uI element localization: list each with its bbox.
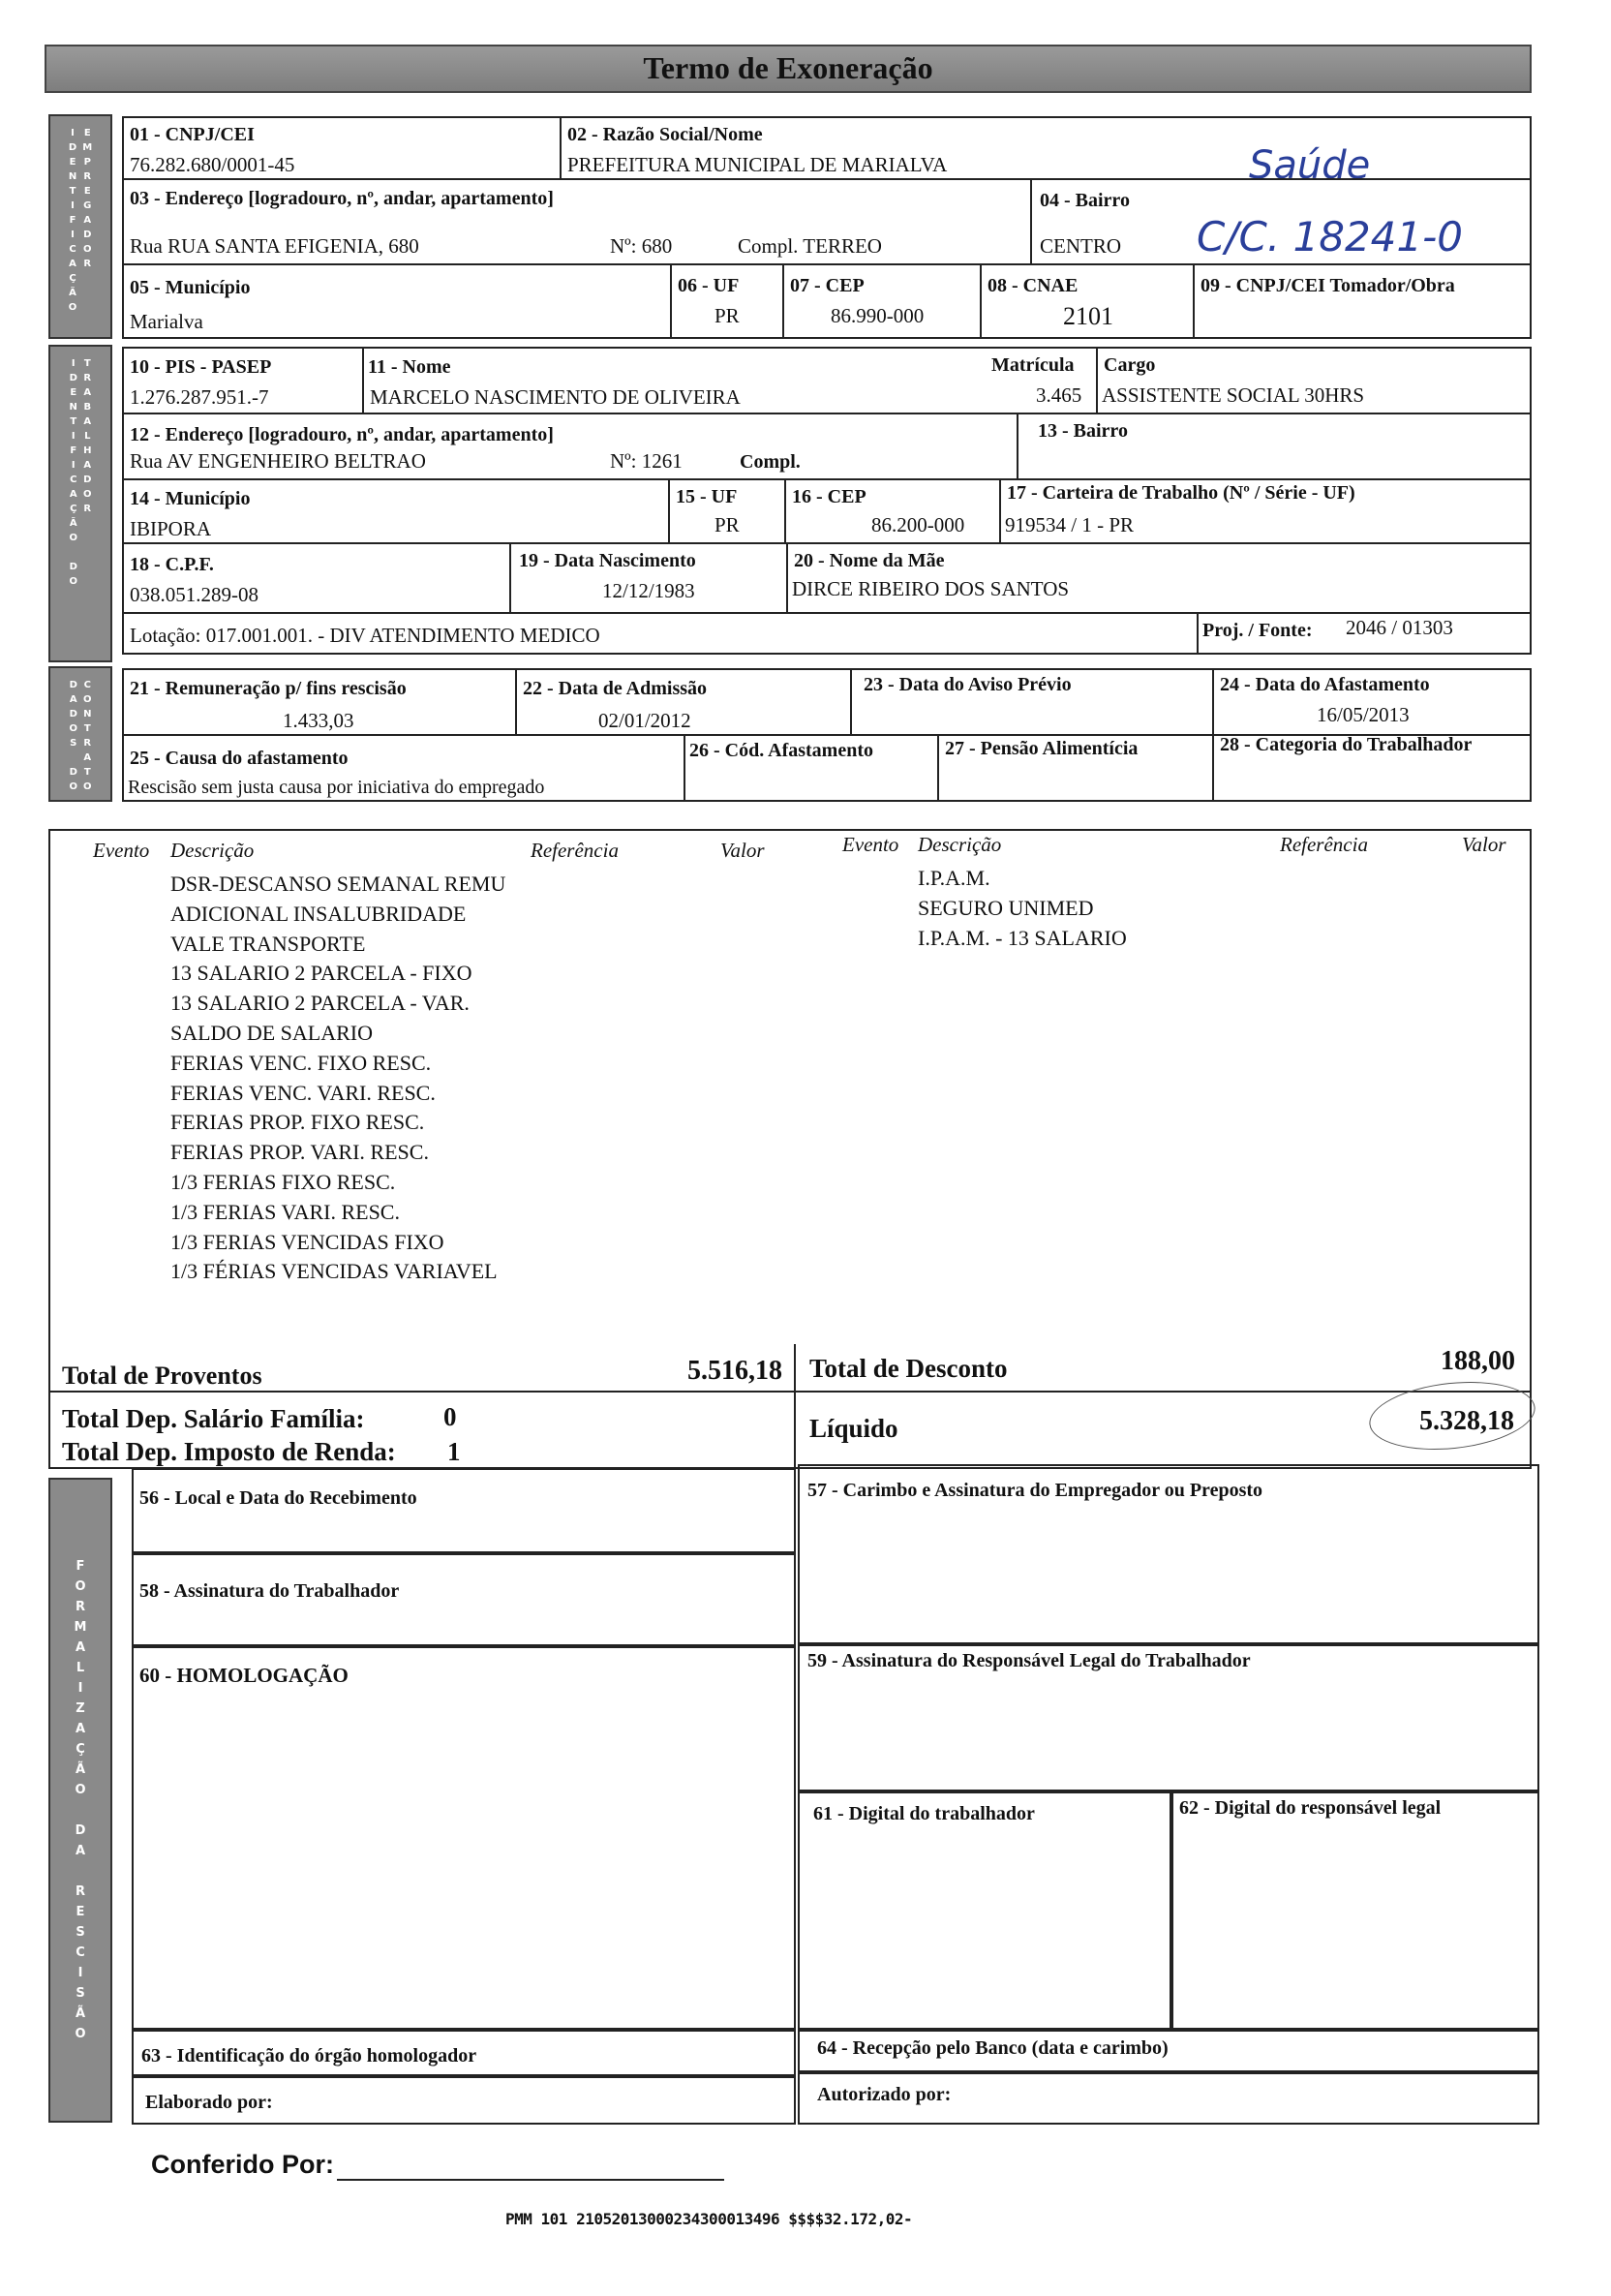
worker-endereco-compl: Compl. <box>740 451 801 473</box>
total-proventos-value: 5.516,18 <box>687 1356 782 1386</box>
total-desconto-label: Total de Desconto <box>809 1354 1008 1383</box>
vertical-label: T R A B A L H A D O R <box>83 358 92 514</box>
total-familia-label: Total Dep. Salário Família: <box>62 1404 365 1433</box>
remuneracao-label: 21 - Remuneração p/ fins rescisão <box>130 678 407 699</box>
worker-endereco-numero: Nº: 1261 <box>610 449 683 473</box>
evento-descricao: FERIAS PROP. FIXO RESC. <box>170 1110 425 1135</box>
evento-descricao: 1/3 FERIAS VENCIDAS FIXO <box>170 1229 444 1254</box>
endereco-value: Rua RUA SANTA EFIGENIA, 680 <box>130 234 419 258</box>
evento-descricao: ADICIONAL INSALUBRIDADE <box>170 901 467 926</box>
total-proventos-label: Total de Proventos <box>62 1362 262 1390</box>
liquido-label: Líquido <box>809 1414 898 1443</box>
homologacao-box <box>132 1646 796 2030</box>
trabalhador-assinatura-label: 58 - Assinatura do Trabalhador <box>139 1580 400 1602</box>
title-bar <box>45 45 1532 93</box>
worker-endereco-label: 12 - Endereço [logradouro, nº, andar, apartamento] <box>130 424 554 445</box>
vertical-label: F O R M A L I Z A Ç Ã O D A R E S C I S Ã O <box>74 1559 87 2041</box>
descricao-header: Descrição <box>170 839 255 862</box>
elaborado-label: Elaborado por: <box>145 2092 273 2113</box>
vertical-label: I D E N T I F I C A Ç Ã O <box>68 128 77 313</box>
responsavel-assinatura-label: 59 - Assinatura do Responsável Legal do Trabalhador <box>807 1650 1251 1671</box>
conferido-line <box>337 2179 724 2181</box>
worker-cep-value: 86.200-000 <box>871 513 965 536</box>
evento-descricao: 1/3 FERIAS FIXO RESC. <box>170 1170 396 1194</box>
valor-header: Valor <box>1462 833 1506 856</box>
pis-value: 1.276.287.951.-7 <box>130 385 269 409</box>
evento-descricao: 1/3 FERIAS VARI. RESC. <box>170 1199 400 1224</box>
digital-responsavel-label: 62 - Digital do responsável legal <box>1179 1797 1442 1819</box>
cpf-value: 038.051.289-08 <box>130 583 258 606</box>
evento-descricao: SEGURO UNIMED <box>918 895 1094 920</box>
worker-cep-label: 16 - CEP <box>792 486 866 507</box>
side-label-contract <box>48 666 112 802</box>
afastamento-value: 16/05/2013 <box>1317 703 1410 726</box>
vertical-label: E M P R E G A D O R <box>82 128 93 269</box>
worker-bairro-label: 13 - Bairro <box>1038 420 1128 442</box>
autorizado-label: Autorizado por: <box>817 2084 952 2105</box>
evento-descricao: FERIAS VENC. VARI. RESC. <box>170 1080 436 1105</box>
orgao-homologador-label: 63 - Identificação do órgão homologador <box>141 2045 477 2066</box>
worker-municipio-value: IBIPORA <box>130 517 212 540</box>
nascimento-value: 12/12/1983 <box>602 579 695 602</box>
uf-value: PR <box>714 304 740 327</box>
banco-recepcao-label: 64 - Recepção pelo Banco (data e carimbo) <box>817 2037 1169 2059</box>
worker-municipio-label: 14 - Município <box>130 488 251 509</box>
endereco-numero: Nº: 680 <box>610 234 673 258</box>
vertical-label: I D E N T I F I C A Ç Ã O D O <box>69 358 77 587</box>
municipio-value: Marialva <box>130 310 203 333</box>
municipio-label: 05 - Município <box>130 277 251 298</box>
empregador-assinatura-label: 57 - Carimbo e Assinatura do Empregador ou Preposto <box>807 1480 1263 1501</box>
aviso-previo-label: 23 - Data do Aviso Prévio <box>864 674 1072 695</box>
page-title: Termo de Exoneração <box>643 50 933 85</box>
cnpj-label: 01 - CNPJ/CEI <box>130 124 255 145</box>
afastamento-label: 24 - Data do Afastamento <box>1220 674 1430 695</box>
pis-label: 10 - PIS - PASEP <box>130 356 272 378</box>
evento-descricao: FERIAS VENC. FIXO RESC. <box>170 1050 432 1075</box>
endereco-complemento: Compl. TERREO <box>738 234 882 258</box>
descricao-header: Descrição <box>918 833 1002 856</box>
razao-social-value: PREFEITURA MUNICIPAL DE MARIALVA <box>567 153 948 176</box>
recebimento-label: 56 - Local e Data do Recebimento <box>139 1487 417 1509</box>
proj-fonte-label: Proj. / Fonte: <box>1202 620 1313 641</box>
pensao-label: 27 - Pensão Alimentícia <box>945 738 1139 759</box>
admissao-value: 02/01/2012 <box>598 709 691 732</box>
liquido-value: 5.328,18 <box>1419 1406 1514 1436</box>
cnae-value: 2101 <box>1063 302 1113 330</box>
cnpj-value: 76.282.680/0001-45 <box>130 153 295 176</box>
vertical-label: C O N T R A T O <box>83 680 92 792</box>
digital-61-box <box>798 1791 1171 2030</box>
evento-header: Evento <box>93 839 150 862</box>
referencia-header: Referência <box>531 839 619 862</box>
proj-fonte-value: 2046 / 01303 <box>1346 616 1453 639</box>
employer-section <box>122 116 1532 339</box>
nome-value: MARCELO NASCIMENTO DE OLIVEIRA <box>370 385 741 409</box>
matricula-label: Matrícula <box>991 354 1075 376</box>
evento-header: Evento <box>842 833 899 856</box>
ctps-label: 17 - Carteira de Trabalho (Nº / Série - UF) <box>1007 482 1355 504</box>
evento-descricao: DSR-DESCANSO SEMANAL REMU <box>170 872 506 896</box>
total-desconto-value: 188,00 <box>1441 1346 1515 1376</box>
nascimento-label: 19 - Data Nascimento <box>519 550 696 571</box>
bairro-value: CENTRO <box>1040 234 1121 258</box>
worker-uf-value: PR <box>714 513 740 536</box>
evento-descricao: I.P.A.M. <box>918 866 990 890</box>
side-label-worker <box>48 345 112 662</box>
worker-uf-label: 15 - UF <box>676 486 738 507</box>
cpf-label: 18 - C.P.F. <box>130 554 214 575</box>
cargo-label: Cargo <box>1104 354 1156 376</box>
causa-value: Rescisão sem justa causa por iniciativa do empregado <box>128 777 545 798</box>
endereco-label: 03 - Endereço [logradouro, nº, andar, apartamento] <box>130 188 554 209</box>
digital-trabalhador-label: 61 - Digital do trabalhador <box>813 1803 1035 1824</box>
evento-descricao: FERIAS PROP. VARI. RESC. <box>170 1140 429 1165</box>
cnae-label: 08 - CNAE <box>988 275 1079 296</box>
total-familia-value: 0 <box>443 1402 457 1431</box>
razao-social-label: 02 - Razão Social/Nome <box>567 124 763 145</box>
matricula-value: 3.465 <box>1036 383 1082 407</box>
evento-descricao: VALE TRANSPORTE <box>170 931 366 956</box>
causa-label: 25 - Causa do afastamento <box>130 748 349 769</box>
cargo-value: ASSISTENTE SOCIAL 30HRS <box>1102 383 1365 407</box>
bairro-label: 04 - Bairro <box>1040 190 1130 211</box>
cep-value: 86.990-000 <box>831 304 925 327</box>
mae-label: 20 - Nome da Mãe <box>794 550 945 571</box>
homologacao-label: 60 - HOMOLOGAÇÃO <box>139 1664 349 1687</box>
nome-label: 11 - Nome <box>368 356 451 378</box>
footer-code: PMM 101 21052013000234300013496 $$$$32.172,02- <box>505 2210 913 2228</box>
cod-afastamento-label: 26 - Cód. Afastamento <box>689 740 873 761</box>
digital-62-box <box>1171 1791 1539 2030</box>
handwritten-note-account: C/C. 18241-0 <box>1197 213 1463 260</box>
admissao-label: 22 - Data de Admissão <box>523 678 708 699</box>
signature-56-box <box>132 1468 796 1553</box>
total-ir-label: Total Dep. Imposto de Renda: <box>62 1437 396 1466</box>
uf-label: 06 - UF <box>678 275 740 296</box>
evento-descricao: SALDO DE SALARIO <box>170 1021 373 1045</box>
lotacao: Lotação: 017.001.001. - DIV ATENDIMENTO MEDICO <box>130 624 600 647</box>
evento-descricao: 13 SALARIO 2 PARCELA - FIXO <box>170 961 472 986</box>
side-label-formalization <box>48 1478 112 2123</box>
remuneracao-value: 1.433,03 <box>283 709 354 732</box>
conferido-label: Conferido Por: <box>151 2150 334 2179</box>
worker-endereco-value: Rua AV ENGENHEIRO BELTRAO <box>130 449 426 473</box>
referencia-header: Referência <box>1280 833 1368 856</box>
evento-descricao: 13 SALARIO 2 PARCELA - VAR. <box>170 991 470 1016</box>
evento-descricao: I.P.A.M. - 13 SALARIO <box>918 925 1127 950</box>
tomador-label: 09 - CNPJ/CEI Tomador/Obra <box>1201 275 1455 296</box>
vertical-label: D A D O S D O <box>69 680 77 792</box>
mae-value: DIRCE RIBEIRO DOS SANTOS <box>792 577 1070 600</box>
valor-header: Valor <box>720 839 765 862</box>
categoria-label: 28 - Categoria do Trabalhador <box>1220 734 1473 755</box>
handwritten-note-saude: Saúde <box>1249 143 1371 188</box>
side-label-employer <box>48 114 112 339</box>
cep-label: 07 - CEP <box>790 275 865 296</box>
total-ir-value: 1 <box>447 1437 461 1466</box>
evento-descricao: 1/3 FÉRIAS VENCIDAS VARIAVEL <box>170 1259 498 1284</box>
ctps-value: 919534 / 1 - PR <box>1005 513 1135 536</box>
